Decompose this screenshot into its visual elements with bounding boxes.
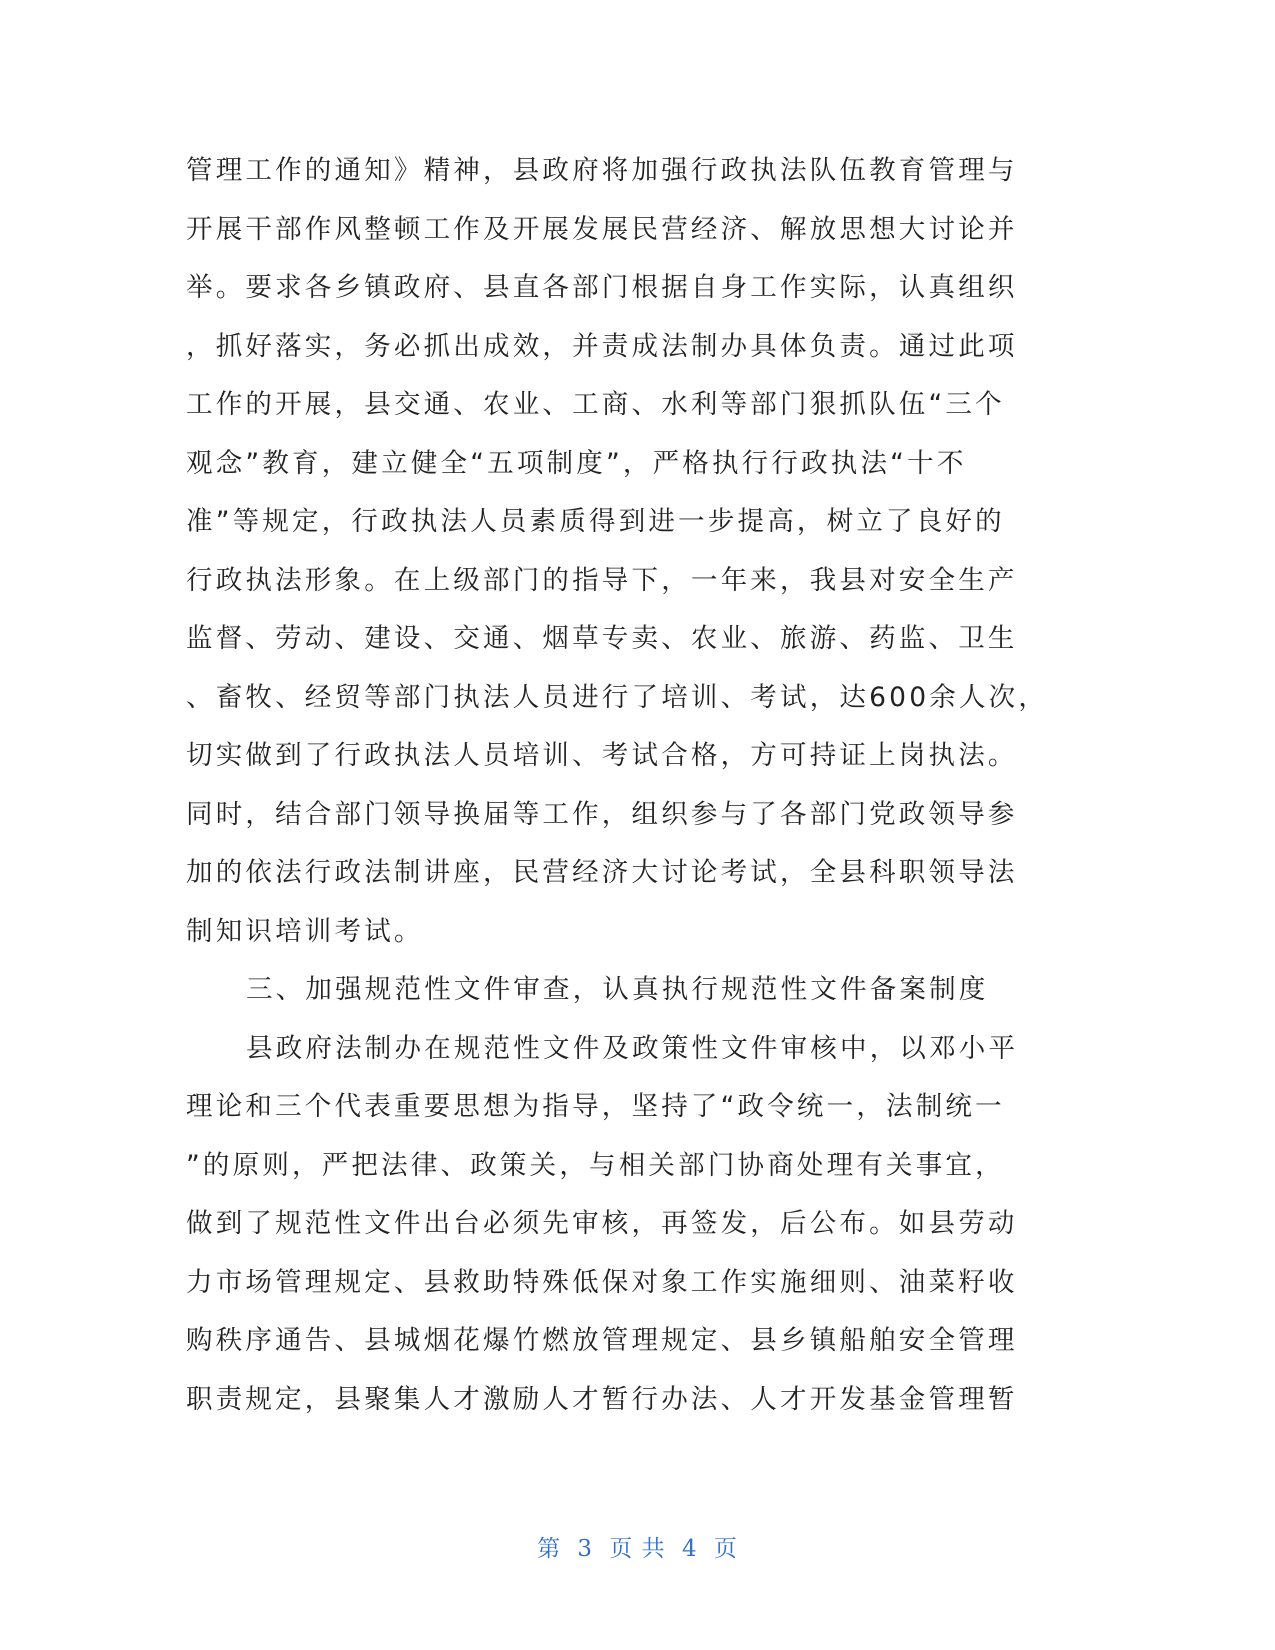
text-line: 工作的开展，县交通、农业、工商、水利等部门狠抓队伍“三个 bbox=[186, 389, 1005, 420]
footer-prefix: 第 bbox=[537, 1536, 562, 1562]
text-line: 举。要求各乡镇政府、县直各部门根据自身工作实际，认真组织 bbox=[186, 272, 1018, 303]
current-page-number: 3 bbox=[577, 1536, 594, 1562]
section-heading: 三、加强规范性文件审查，认真执行规范性文件备案制度 bbox=[246, 974, 989, 1005]
text-line: 县政府法制办在规范性文件及政策性文件审核中，以邓小平 bbox=[246, 1032, 1019, 1064]
text-line: 、畜牧、经贸等部门执法人员进行了培训、考试，达600余人次， bbox=[186, 681, 1049, 713]
text-line: 切实做到了行政执法人员培训、考试合格，方可持证上岗执法。 bbox=[186, 740, 1018, 771]
text-line: 做到了规范性文件出台必须先审核，再签发，后公布。如县劳动 bbox=[186, 1208, 1018, 1239]
text-line: 职责规定，县聚集人才激励人才暂行办法、人才开发基金管理暂 bbox=[186, 1383, 1018, 1415]
text-line: 行政执法形象。在上级部门的指导下，一年来，我县对安全生产 bbox=[186, 564, 1018, 596]
text-line: 同时，结合部门领导换届等工作，组织参与了各部门党政领导参 bbox=[186, 798, 1018, 830]
page-footer bbox=[0, 1530, 1275, 1563]
text-line: 开展干部作风整顿工作及开展发展民营经济、解放思想大讨论并 bbox=[186, 213, 1018, 245]
text-line: 加的依法行政法制讲座，民营经济大讨论考试，全县科职领导法 bbox=[186, 857, 1018, 888]
text-line: 购秩序通告、县城烟花爆竹燃放管理规定、县乡镇船舶安全管理 bbox=[186, 1325, 1018, 1356]
text-line: ，抓好落实，务必抓出成效，并责成法制办具体负责。通过此项 bbox=[186, 330, 1018, 362]
document-body bbox=[186, 142, 1059, 1429]
text-line: 理论和三个代表重要思想为指导，坚持了“政令统一，法制统一 bbox=[186, 1091, 1005, 1122]
text-line: 监督、劳动、建设、交通、烟草专卖、农业、旅游、药监、卫生 bbox=[186, 623, 1018, 654]
text-line: 观念”教育，建立健全“五项制度”，严格执行行政执法“十不 bbox=[186, 447, 967, 479]
footer-suffix: 页 bbox=[713, 1536, 738, 1562]
footer-middle: 页 共 bbox=[609, 1536, 666, 1562]
text-line: 制知识培训考试。 bbox=[186, 915, 424, 947]
text-line: 管理工作的通知》精神，县政府将加强行政执法队伍教育管理与 bbox=[186, 155, 1018, 186]
text-line: 准”等规定，行政执法人员素质得到进一步提高，树立了良好的 bbox=[186, 506, 1005, 537]
text-line: ”的原则，严把法律、政策关，与相关部门协商处理有关事宜， bbox=[186, 1149, 1005, 1181]
total-page-count: 4 bbox=[681, 1536, 698, 1562]
text-line: 力市场管理规定、县救助特殊低保对象工作实施细则、油菜籽收 bbox=[186, 1266, 1018, 1298]
